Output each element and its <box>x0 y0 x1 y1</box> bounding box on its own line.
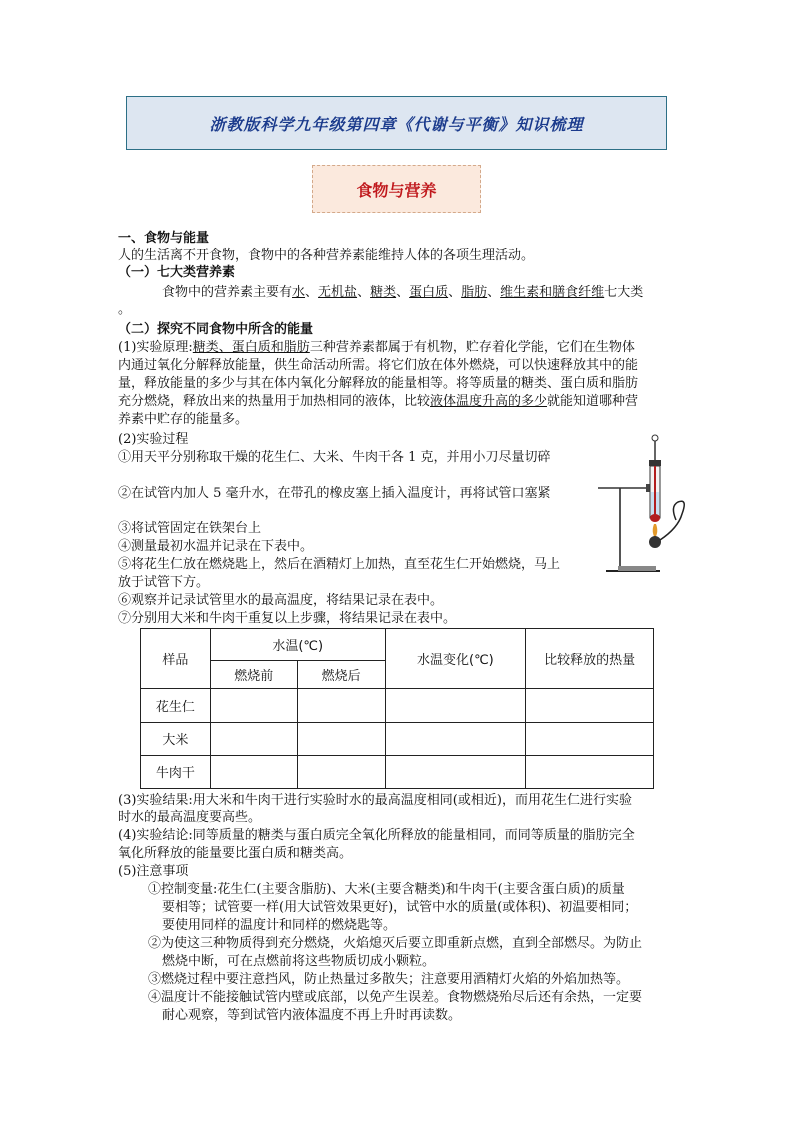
process-step-6: ⑥观察并记录试管里水的最高温度，将结果记录在表中。 <box>118 593 444 608</box>
section-title: 食物与营养 <box>356 180 437 200</box>
header-temp-change: 水温变化(℃) <box>385 629 526 689</box>
separator: 、 <box>305 285 319 300</box>
note-2a: ②为使这三种物质得到充分燃烧，火焰熄灭后要立即重新点燃，直到全部燃尽。为防止 <box>148 936 643 951</box>
separator: 、 <box>487 285 501 300</box>
principle-line-5: 养素中贮存的能量多。 <box>118 412 249 427</box>
nutrient-vitamins-fiber: 维生素和膳食纤维 <box>500 285 605 300</box>
burning-food <box>649 536 661 548</box>
flame <box>653 524 658 538</box>
table-cell <box>210 722 297 755</box>
document-title: 浙教版科学九年级第四章《代谢与平衡》知识梳理 <box>209 114 584 134</box>
principle-l4-underline: 液体温度升高的多少 <box>430 394 548 409</box>
note-1b: 要相等；试管要一样(用大试管效果更好)，试管中水的质量(或体积)、初温要相同； <box>162 900 638 915</box>
nutrients-sentence <box>162 285 643 301</box>
note-1a: ①控制变量:花生仁(主要含脂肪)、大米(主要含糖类)和牛肉干(主要含蛋白质)的质量 <box>148 882 625 897</box>
table-cell <box>210 755 297 788</box>
note-4a: ④温度计不能接触试管内壁或底部，以免产生误差。食物燃烧殆尽后还有余热，一定要 <box>148 990 643 1005</box>
nutrient-water: 水 <box>292 285 306 300</box>
principle-line-4 <box>118 394 638 410</box>
nutrient-fat: 脂肪 <box>461 285 488 300</box>
nutrient-sugars: 糖类 <box>370 285 397 300</box>
principle-l4-a: 充分燃烧，释放出来的热量用于加热相同的液体，比较 <box>118 394 431 409</box>
table-cell <box>297 755 385 788</box>
row-label-rice: 大米 <box>141 722 211 755</box>
result-line-2: 时水的最高温度要高些。 <box>118 810 262 825</box>
table-cell <box>210 689 297 722</box>
process-step-3: ③将试管固定在铁架台上 <box>118 521 262 536</box>
table-row <box>141 689 654 722</box>
row-label-peanut: 花生仁 <box>141 689 211 722</box>
table-cell <box>297 689 385 722</box>
note-4b: 耐心观察，等到试管内液体温度不再上升时再读数。 <box>162 1008 462 1023</box>
nutrients-pre: 食物中的营养素主要有 <box>162 285 293 300</box>
process-title: (2)实验过程 <box>118 432 189 447</box>
separator: 、 <box>396 285 410 300</box>
process-step-5b: 放于试管下方。 <box>118 575 210 590</box>
principle-l4-b: 就能知道哪种营 <box>547 394 639 409</box>
heading-food-energy: 一、食物与能量 <box>118 231 210 246</box>
conclusion-line-2: 氧化所释放的能量要比蛋白质和糖类高。 <box>118 846 353 861</box>
principle-line-1 <box>118 340 635 356</box>
intro-text: 人的生活离不开食物，食物中的各种营养素能维持人体的各项生理活动。 <box>118 248 535 263</box>
principle-line-2: 内通过氧化分解释放能量，供生命活动所需。将它们放在体外燃烧，可以快速释放其中的能 <box>118 358 639 373</box>
principle-underline: 糖类、蛋白质和脂肪 <box>192 340 310 355</box>
nutrients-period: 。 <box>118 302 132 317</box>
separator: 、 <box>448 285 462 300</box>
subheading-nutrients: （一）七大类营养素 <box>118 265 236 280</box>
note-2b: 燃烧中断，可在点燃前将这些物质切成小颗粒。 <box>162 954 436 969</box>
conclusion-line-1: (4)实验结论:同等质量的糖类与蛋白质完全氧化所释放的能量相同，而同等质量的脂肪完全 <box>118 828 635 843</box>
principle-line-3: 量，释放能量的多少与其在体内氧化分解释放的能量相等。将等质量的糖类、蛋白质和脂肪 <box>118 376 639 391</box>
header-after: 燃烧后 <box>297 661 385 689</box>
table-cell <box>526 722 654 755</box>
process-step-1: ①用天平分别称取干燥的花生仁、大米、牛肉干各 1 克，并用小刀尽量切碎 <box>118 450 551 465</box>
process-step-5a: ⑤将花生仁放在燃烧匙上，然后在酒精灯上加热，直至花生仁开始燃烧，马上 <box>118 557 561 572</box>
table-cell <box>526 755 654 788</box>
process-step-4: ④测量最初水温并记录在下表中。 <box>118 539 314 554</box>
table-row <box>141 722 654 755</box>
header-heat-compare: 比较释放的热量 <box>526 629 654 689</box>
document-title-box <box>126 96 667 150</box>
header-water-temp: 水温(℃) <box>210 629 385 661</box>
stand-foot <box>618 566 656 571</box>
row-label-beef-jerky: 牛肉干 <box>141 755 211 788</box>
header-before: 燃烧前 <box>210 661 297 689</box>
thermometer-bulb <box>650 514 660 522</box>
principle-label: (1)实验原理: <box>118 340 193 355</box>
notes-title: (5)注意事项 <box>118 864 189 879</box>
table-cell <box>385 755 526 788</box>
nutrient-minerals: 无机盐 <box>318 285 358 300</box>
experiment-record-table <box>140 628 654 789</box>
experiment-apparatus-illustration <box>598 432 698 577</box>
subheading-experiment: （二）探究不同食物中所含的能量 <box>118 322 314 337</box>
note-1c: 要使用同样的温度计和同样的燃烧匙等。 <box>162 918 397 933</box>
table-header-row <box>141 629 654 661</box>
nutrients-post: 七大类 <box>604 285 644 300</box>
table-cell <box>526 689 654 722</box>
thermometer-top <box>652 435 658 441</box>
section-title-box <box>312 165 481 213</box>
table-cell <box>385 722 526 755</box>
note-3: ③燃烧过程中要注意挡风，防止热量过多散失；注意要用酒精灯火焰的外焰加热等。 <box>148 972 630 987</box>
header-sample: 样品 <box>141 629 211 689</box>
process-step-7: ⑦分别用大米和牛肉干重复以上步骤，将结果记录在表中。 <box>118 611 457 626</box>
table-cell <box>385 689 526 722</box>
principle-rest: 三种营养素都属于有机物，贮存着化学能，它们在生物体 <box>309 340 635 355</box>
separator: 、 <box>357 285 371 300</box>
process-step-2: ②在试管内加人 5 毫升水，在带孔的橡皮塞上插入温度计，再将试管口塞紧 <box>118 486 551 501</box>
rubber-stopper <box>649 460 661 466</box>
result-line-1: (3)实验结果:用大米和牛肉干进行实验时水的最高温度相同(或相近)，而用花生仁进行实验 <box>118 793 632 808</box>
nutrient-protein: 蛋白质 <box>409 285 449 300</box>
table-row <box>141 755 654 788</box>
combustion-spoon-handle <box>660 501 684 540</box>
table-cell <box>297 722 385 755</box>
